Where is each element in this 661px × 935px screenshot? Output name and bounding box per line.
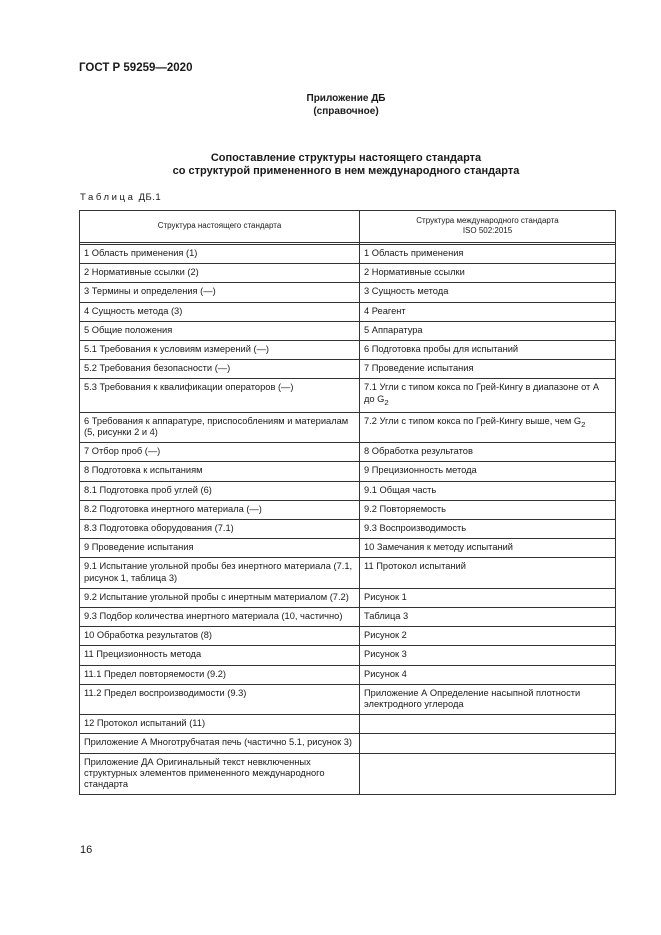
cell-national-structure: 5.3 Требования к квалификации операторов (—) — [80, 379, 360, 412]
cell-international-structure — [360, 264, 616, 283]
cell-text: 9.2 Повторяемость — [364, 503, 447, 514]
cell-international-structure — [360, 734, 616, 753]
section-title-line-1: Сопоставление структуры настоящего стандарта — [210, 152, 482, 164]
cell-international-structure — [360, 519, 616, 538]
table-row — [80, 558, 616, 588]
cell-international-structure — [360, 481, 616, 500]
table-caption-number: ДБ.1 — [138, 192, 162, 203]
cell-text: 7.2 Угли с типом кокса по Грей-Кингу выше, чем G — [364, 415, 582, 426]
cell-national-structure: 3 Термины и определения (—) — [80, 283, 360, 302]
cell-national-structure: 8.1 Подготовка проб углей (6) — [80, 481, 360, 500]
cell-international-structure — [360, 539, 616, 558]
cell-national-structure: 12 Протокол испытаний (11) — [80, 715, 360, 734]
cell-text: 1 Область применения — [364, 248, 464, 258]
table-row — [80, 341, 616, 360]
table-row — [80, 443, 616, 462]
cell-text: Таблица 3 — [364, 610, 409, 621]
cell-international-structure — [360, 753, 616, 795]
table-caption — [80, 192, 161, 203]
section-title — [0, 152, 661, 178]
cell-text: 8 Обработка результатов — [364, 446, 473, 457]
cell-international-structure — [360, 627, 616, 646]
cell-national-structure: Приложение А Многотрубчатая печь (частично 5.1, рисунок 3) — [80, 734, 360, 753]
table-row — [80, 519, 616, 538]
column-header-national: Структура настоящего стандарта — [80, 211, 360, 243]
document-header: ГОСТ Р 59259—2020 — [79, 62, 193, 74]
cell-national-structure: 7 Отбор проб (—) — [80, 443, 360, 462]
appendix-title: Приложение ДБ — [306, 93, 386, 104]
table-row — [80, 753, 616, 795]
table-row — [80, 283, 616, 302]
cell-international-structure — [360, 341, 616, 360]
cell-national-structure: 9.2 Испытание угольной пробы с инертным материалом (7.2) — [80, 588, 360, 607]
table-caption-word: Таблица — [80, 192, 136, 203]
cell-text: 9 Прецизионность метода — [364, 465, 477, 476]
cell-national-structure: 8.2 Подготовка инертного материала (—) — [80, 500, 360, 519]
cell-international-structure — [360, 558, 616, 588]
subscript: 2 — [581, 419, 586, 429]
cell-text: Рисунок 1 — [364, 591, 407, 602]
table-row — [80, 321, 616, 340]
cell-international-structure — [360, 684, 616, 714]
cell-national-structure: 5.2 Требования безопасности (—) — [80, 360, 360, 379]
page-number: 16 — [80, 844, 93, 856]
table-row — [80, 539, 616, 558]
cell-international-structure — [360, 500, 616, 519]
table-row — [80, 462, 616, 481]
cell-international-structure — [360, 462, 616, 481]
cell-international-structure — [360, 443, 616, 462]
table-row — [80, 684, 616, 714]
cell-text: Рисунок 3 — [364, 649, 407, 660]
cell-national-structure: 11.2 Предел воспроизводимости (9.3) — [80, 684, 360, 714]
table-row — [80, 665, 616, 684]
cell-national-structure: 6 Требования к аппаратуре, приспособлениям и материалам (5, рисунки 2 и 4) — [80, 412, 360, 442]
cell-national-structure: 11 Прецизионность метода — [80, 646, 360, 665]
cell-international-structure — [360, 321, 616, 340]
table-row — [80, 734, 616, 753]
cell-text: 9.3 Воспроизводимость — [364, 522, 467, 533]
cell-international-structure — [360, 646, 616, 665]
cell-text: 7.1 Угли с типом кокса по Грей-Кингу в диапазоне от А до G — [364, 382, 600, 404]
cell-national-structure: 9 Проведение испытания — [80, 539, 360, 558]
column-header-international-line-1: Структура международного стандарта — [416, 215, 559, 225]
table-row — [80, 264, 616, 283]
cell-text: 5 Аппаратура — [364, 324, 423, 335]
cell-international-structure — [360, 607, 616, 626]
cell-international-structure — [360, 412, 616, 442]
cell-international-structure — [360, 715, 616, 734]
cell-national-structure: 9.1 Испытание угольной пробы без инертного материала (7.1, рисунок 1, таблица 3) — [80, 558, 360, 588]
cell-text: 7 Проведение испытания — [364, 363, 474, 374]
table-row — [80, 500, 616, 519]
appendix-heading — [0, 92, 661, 118]
table-row — [80, 360, 616, 379]
table-row — [80, 245, 616, 264]
cell-national-structure: 8 Подготовка к испытаниям — [80, 462, 360, 481]
table-row — [80, 412, 616, 442]
table-row — [80, 627, 616, 646]
comparison-table — [79, 210, 616, 795]
table-row — [80, 607, 616, 626]
cell-international-structure — [360, 379, 616, 412]
table-row — [80, 646, 616, 665]
cell-text: 9.1 Общая часть — [364, 484, 437, 495]
cell-text: 10 Замечания к методу испытаний — [364, 542, 514, 553]
cell-international-structure — [360, 302, 616, 321]
table-header-row — [80, 211, 616, 243]
cell-national-structure: 1 Область применения (1) — [80, 245, 360, 264]
cell-national-structure: 9.3 Подбор количества инертного материала (10, частично) — [80, 607, 360, 626]
cell-text: Приложение А Определение насыпной плотности электродного углерода — [364, 687, 581, 709]
cell-international-structure — [360, 360, 616, 379]
cell-national-structure: 4 Сущность метода (3) — [80, 302, 360, 321]
subscript: 2 — [384, 397, 389, 407]
table-row — [80, 379, 616, 412]
table-row — [80, 481, 616, 500]
cell-national-structure: Приложение ДА Оригинальный текст невключенных структурных элементов примененного международного стандарта — [80, 753, 360, 795]
cell-international-structure — [360, 588, 616, 607]
section-title-line-2: со структурой примененного в нем международного стандарта — [172, 165, 520, 177]
table-row — [80, 302, 616, 321]
cell-national-structure: 5 Общие положения — [80, 321, 360, 340]
table-row — [80, 588, 616, 607]
cell-international-structure — [360, 245, 616, 264]
cell-text: 4 Реагент — [364, 305, 406, 316]
table-row — [80, 715, 616, 734]
cell-national-structure: 2 Нормативные ссылки (2) — [80, 264, 360, 283]
appendix-subtitle: (справочное) — [313, 106, 379, 117]
cell-text: Рисунок 4 — [364, 668, 407, 679]
cell-national-structure: 5.1 Требования к условиям измерений (—) — [80, 341, 360, 360]
cell-text: 6 Подготовка пробы для испытаний — [364, 344, 519, 355]
cell-text: 11 Протокол испытаний — [364, 561, 466, 572]
cell-text: Рисунок 2 — [364, 630, 407, 641]
column-header-international-line-2: ISO 502:2015 — [462, 225, 513, 235]
cell-text: 3 Сущность метода — [364, 286, 449, 297]
table-body — [80, 243, 616, 795]
cell-national-structure: 10 Обработка результатов (8) — [80, 627, 360, 646]
cell-national-structure: 11.1 Предел повторяемости (9.2) — [80, 665, 360, 684]
cell-international-structure — [360, 665, 616, 684]
cell-national-structure: 8.3 Подготовка оборудования (7.1) — [80, 519, 360, 538]
column-header-international — [360, 211, 616, 243]
cell-international-structure — [360, 283, 616, 302]
cell-text: 2 Нормативные ссылки — [364, 267, 465, 278]
